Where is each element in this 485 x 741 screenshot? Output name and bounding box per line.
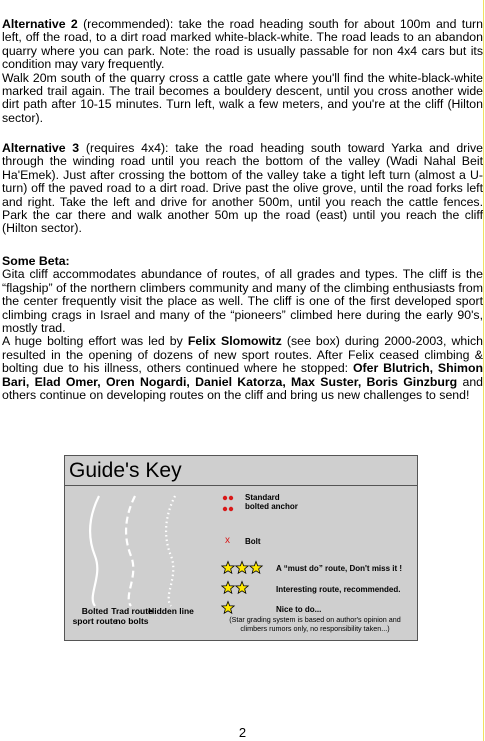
star-icon [250, 562, 262, 574]
alternative-3-body: (requires 4x4): take the road heading south toward Yarka and drive through the winding road until you reach the bottom of the valley (Wadi Nahal Beit Ha'Emek). Just after crossing the bottom of the valley take a tight left turn (almost a U-turn) off the paved road to a dirt road. Drive past the olive grove, until the road forks left and right. Take the left and drive for another 500m, until you reach the cattle fences. Park the car there and walk another 50m up the road (east) until you reach the cliff (Hilton sector). [2, 141, 483, 236]
bolt-label: Bolt [245, 537, 261, 546]
bolted-anchor-icon [221, 493, 235, 515]
guides-key-title: Guide's Key [65, 456, 417, 486]
beta-para2-start: A huge bolting effort was led by [2, 334, 188, 349]
anchor-label: Standard bolted anchor [245, 493, 298, 511]
beta-para2-middle: (see box) during 2000-2003, which resulted in the opening of dozens of new sport routes. After Felix ceased climbing & bolting due to his illness, others continued where he stopped: [2, 334, 483, 376]
alternative-2-heading: Alternative 2 [2, 17, 78, 31]
alternative-2-section [2, 18, 483, 125]
star-icon [236, 562, 248, 574]
three-star-icon [221, 560, 269, 576]
beta-bolter-names: Ofer Blutrich, Shimon Bari, Elad Omer, Oren Nogardi, Daniel Katorza, Max Suster, Boris Ginzburg [2, 361, 483, 389]
three-star-label: A “must do” route, Don't miss it ! [276, 564, 403, 573]
beta-paragraph-2 [2, 335, 483, 402]
beta-felix-name: Felix Slomowitz [187, 334, 282, 349]
hidden-line-label: Hidden line [148, 606, 194, 616]
one-star-label: Nice to do... [276, 605, 322, 614]
star-icon [222, 582, 234, 594]
one-star-icon [221, 600, 269, 616]
bolt-icon: x [225, 535, 230, 546]
two-star-icon [221, 580, 269, 596]
star-icon [236, 582, 248, 594]
page-edge-line [483, 0, 484, 741]
bolted-sport-route-line-icon [90, 496, 99, 606]
star-grading-note: (Star grading system is based on author's opinion and climbers rumors only, no responsibility taken...) [229, 615, 401, 633]
alternative-2-walk: Walk 20m south of the quarry cross a cattle gate where you'll find the white-black-white marked trail again. The trail becomes a bouldery descent, until you cross another wide dirt path after 10-15 minutes. Turn left, walk a few meters, and you're at the cliff (Hilton sector). [2, 70, 483, 125]
beta-para2-end: and others continue on developing routes on the cliff and bring us new challenges to send! [2, 374, 483, 403]
star-icon [222, 602, 234, 614]
beta-heading [2, 255, 483, 268]
trad-route-line-icon [126, 496, 135, 606]
guides-key-box [64, 455, 418, 641]
alternative-3-section [2, 142, 483, 236]
trad-route-label: Trad route no bolts [111, 606, 153, 626]
alternative-3-paragraph [2, 142, 483, 236]
two-star-label: Interesting route, recommended. [276, 585, 401, 594]
hidden-line-icon [166, 496, 175, 606]
alternative-2-intro: (recommended): take the road heading south for about 100m and turn left, off the road, to a dirt road marked white-black-white. The road leads to an abandon quarry where you can park. Note: the road is usually passable for non 4x4 cars but its condition may vary frequently. [2, 17, 483, 72]
bolted-sport-route-label: Bolted sport route [72, 606, 118, 626]
star-icon [222, 562, 234, 574]
beta-section [2, 255, 483, 402]
beta-paragraph-1: Gita cliff accommodates abundance of routes, of all grades and types. The cliff is the “flagship” of the northern climbers community and many of the climbing enthusiasts from the center frequently visit the place as well. The cliff is one of the first developed sport climbing crags in Israel and many of the “pioneers” climbed here during the early 90's, mostly trad. [2, 267, 483, 336]
alternative-3-heading: Alternative 3 [2, 141, 80, 155]
beta-heading-text: Some Beta: [2, 254, 70, 268]
page-number: 2 [238, 725, 247, 740]
alternative-2-paragraph [2, 18, 483, 72]
